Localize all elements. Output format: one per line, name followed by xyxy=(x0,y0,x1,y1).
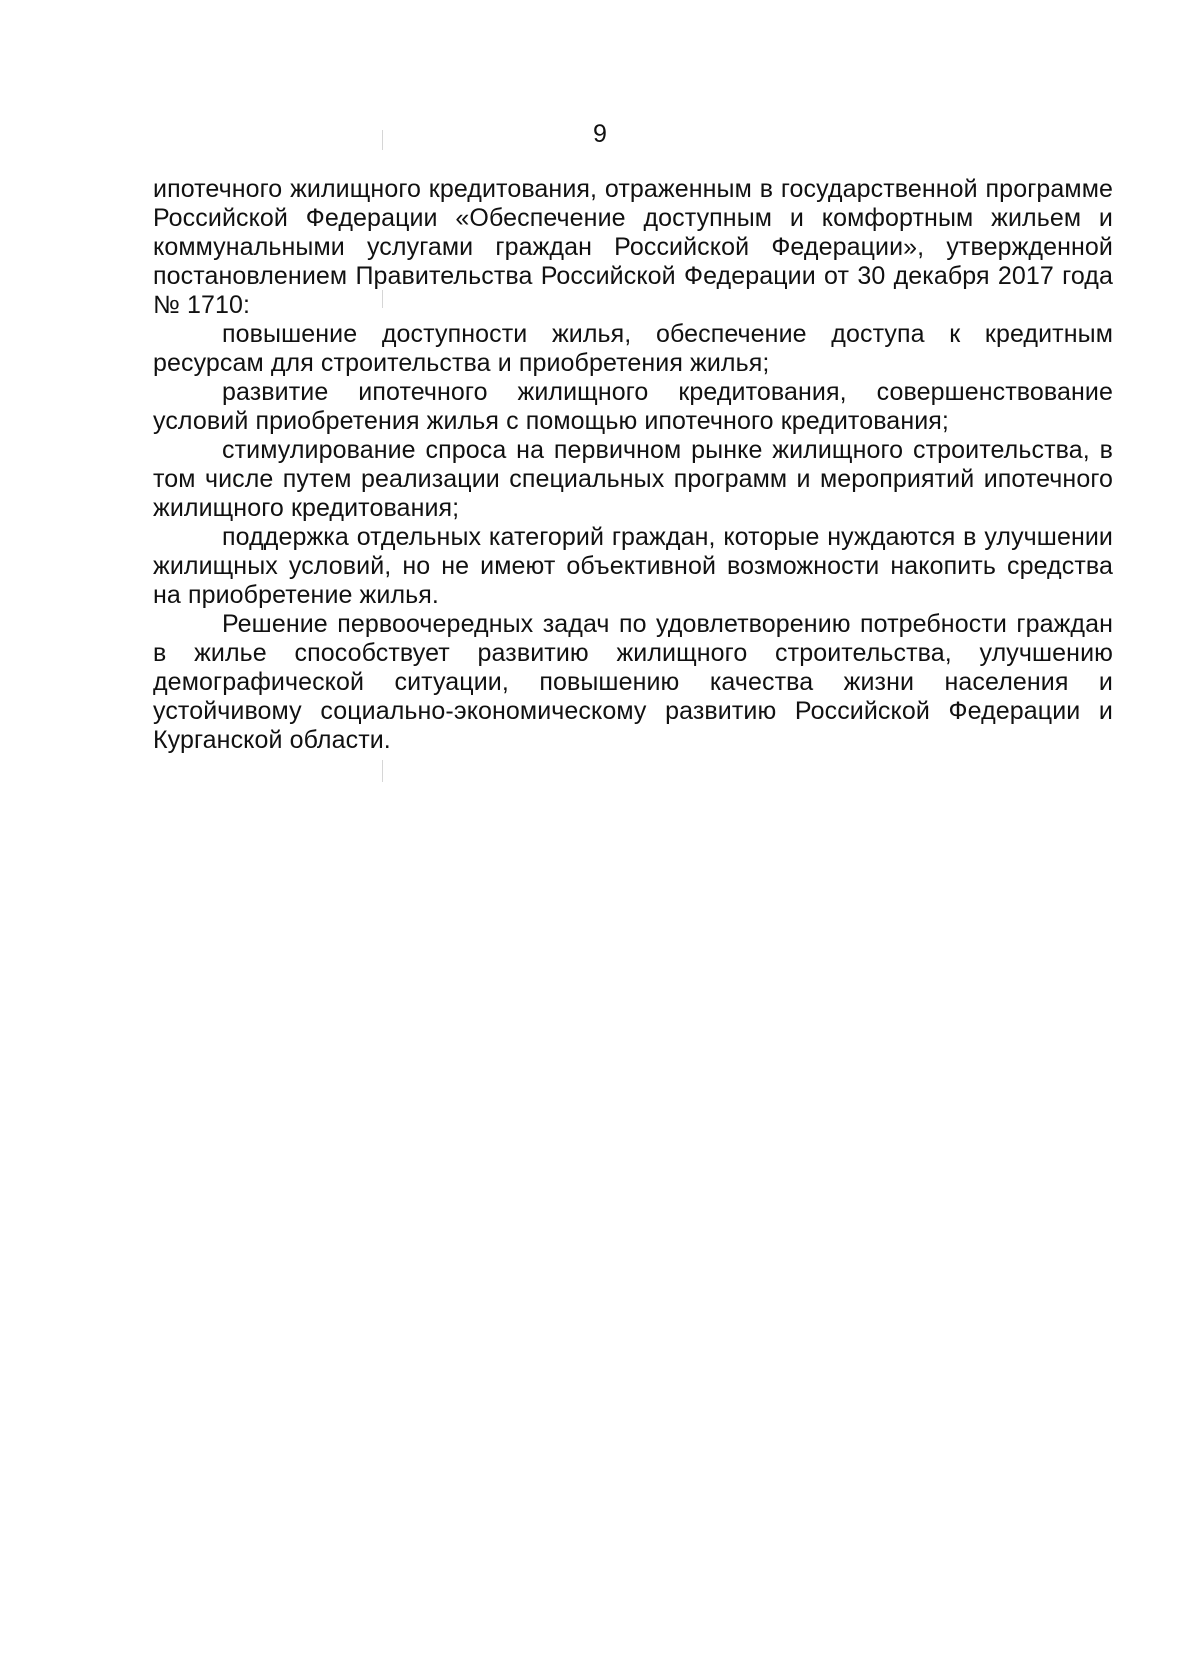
paragraph-list-item: повышение доступности жилья, обеспечение доступа к кредитным ресурсам для строительства и приобретения жилья; xyxy=(153,320,1113,377)
scan-artifact-line xyxy=(382,130,383,150)
paragraph-conclusion: Решение первоочередных задач по удовлетворению потребности граждан в жилье способствует развитию жилищного строительства, улучшению демографической ситуации, повышению качества жизни населения и устойчивому социально-экономическому развитию Российской Федерации и Курганской области. xyxy=(153,610,1113,754)
paragraph-list-item: поддержка отдельных категорий граждан, которые нуждаются в улучшении жилищных условий, но не имеют объективной возможности накопить средства на приобретение жилья. xyxy=(153,523,1113,609)
paragraph-list-item: развитие ипотечного жилищного кредитования, совершенствование условий приобретения жилья с помощью ипотечного кредитования; xyxy=(153,378,1113,435)
paragraph-list-item: стимулирование спроса на первичном рынке жилищного строительства, в том числе путем реализации специальных программ и мероприятий ипотечного жилищного кредитования; xyxy=(153,436,1113,522)
scan-artifact-line xyxy=(382,290,383,308)
paragraph-continuation: ипотечного жилищного кредитования, отраженным в государственной программе Российской Федерации «Обеспечение доступным и комфортным жильем и коммунальными услугами граждан Российской Федерации», утвержденной постановлением Правительства Российской Федерации от 30 декабря 2017 года № 1710: xyxy=(153,175,1113,319)
document-body xyxy=(153,175,1113,755)
page-number: 9 xyxy=(593,120,607,148)
scan-artifact-line xyxy=(382,760,383,782)
